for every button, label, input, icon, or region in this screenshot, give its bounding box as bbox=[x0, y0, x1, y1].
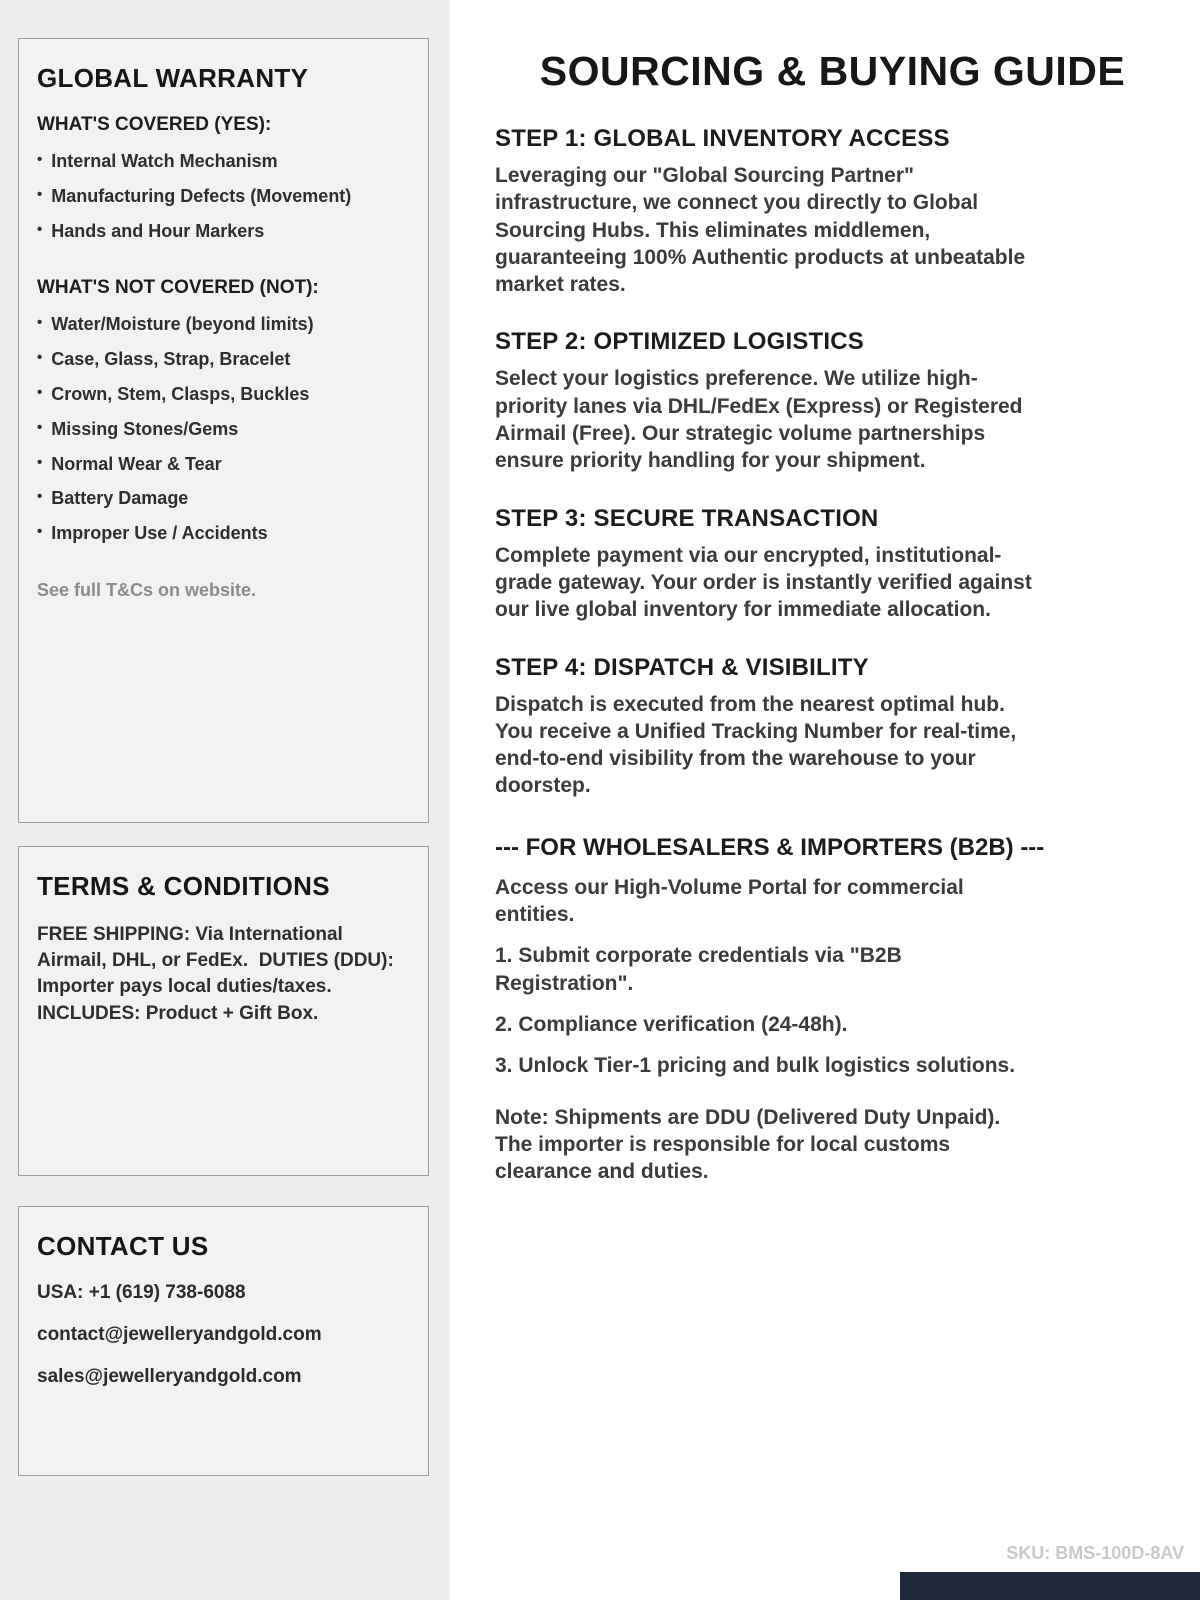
step-1-heading: STEP 1: GLOBAL INVENTORY ACCESS bbox=[495, 125, 950, 152]
warranty-title: GLOBAL WARRANTY bbox=[37, 63, 309, 93]
b2b-intro: Access our High-Volume Portal for commercial entities. bbox=[495, 875, 964, 927]
covered-item-label: Manufacturing Defects (Movement) bbox=[51, 185, 352, 206]
bullet-icon: • bbox=[37, 488, 43, 506]
list-item bbox=[37, 315, 408, 335]
bullet-icon: • bbox=[37, 349, 43, 367]
list-item bbox=[37, 187, 408, 207]
list-item bbox=[37, 152, 408, 172]
contact-email-sales: sales@jewelleryandgold.com bbox=[37, 1366, 302, 1387]
bullet-icon: • bbox=[37, 453, 43, 471]
terms-panel bbox=[18, 846, 429, 1176]
step-3-heading: STEP 3: SECURE TRANSACTION bbox=[495, 504, 879, 532]
bullet-icon: • bbox=[37, 314, 43, 332]
bullet-icon: • bbox=[37, 523, 43, 541]
contact-email-primary: contact@jewelleryandgold.com bbox=[37, 1324, 322, 1345]
footer-bar bbox=[900, 1572, 1200, 1600]
step-3-body: Complete payment via our encrypted, institutional-grade gateway. Your order is instantly verified against our live global inventory for immediate allocation. bbox=[495, 543, 1032, 622]
not-covered-subtitle: WHAT'S NOT COVERED (NOT): bbox=[37, 277, 319, 299]
terms-title: TERMS & CONDITIONS bbox=[37, 871, 330, 901]
list-item bbox=[37, 350, 408, 370]
contact-panel bbox=[18, 1206, 429, 1476]
b2b-heading: --- FOR WHOLESALERS & IMPORTERS (B2B) --- bbox=[495, 833, 1045, 861]
covered-list bbox=[37, 152, 408, 241]
list-item bbox=[37, 385, 408, 405]
global-warranty-panel bbox=[18, 38, 429, 823]
sourcing-guide-main bbox=[450, 0, 1200, 1600]
info-sidebar bbox=[0, 0, 450, 1600]
terms-body: FREE SHIPPING: Via International Airmail, DHL, or FedEx. DUTIES (DDU): Importer pays local duties/taxes. INCLUDES: Product + Gift Box. bbox=[37, 924, 400, 1024]
b2b-item-1: 1. Submit corporate credentials via "B2B Registration". bbox=[495, 944, 902, 995]
not-covered-item-label: Crown, Stem, Clasps, Buckles bbox=[51, 383, 310, 404]
bullet-icon: • bbox=[37, 185, 43, 203]
covered-item-label: Hands and Hour Markers bbox=[51, 220, 265, 241]
covered-item-label: Internal Watch Mechanism bbox=[51, 151, 278, 171]
covered-subtitle: WHAT'S COVERED (YES): bbox=[37, 114, 272, 135]
step-section bbox=[495, 505, 1170, 624]
not-covered-item-label: Case, Glass, Strap, Bracelet bbox=[51, 349, 291, 370]
step-section bbox=[495, 125, 1170, 298]
list-item bbox=[37, 222, 408, 242]
bullet-icon: • bbox=[37, 418, 43, 436]
warranty-footnote: See full T&Cs on website. bbox=[37, 579, 257, 600]
bullet-icon: • bbox=[37, 151, 43, 168]
list-item bbox=[37, 489, 408, 509]
b2b-item-3: 3. Unlock Tier-1 pricing and bulk logistics solutions. bbox=[495, 1054, 1016, 1078]
not-covered-item-label: Missing Stones/Gems bbox=[51, 418, 239, 439]
not-covered-item-label: Normal Wear & Tear bbox=[51, 453, 222, 474]
contact-phone: USA: +1 (619) 738-6088 bbox=[37, 1282, 246, 1303]
step-2-heading: STEP 2: OPTIMIZED LOGISTICS bbox=[495, 328, 864, 356]
sku-label: SKU: BMS-100D-8AV bbox=[1006, 1543, 1184, 1563]
list-item bbox=[37, 420, 408, 440]
list-item bbox=[37, 455, 408, 475]
b2b-note: Note: Shipments are DDU (Delivered Duty Unpaid). The importer is responsible for local customs clearance and duties. bbox=[495, 1105, 1001, 1184]
step-4-body: Dispatch is executed from the nearest optimal hub. You receive a Unified Tracking Number for real-time, end-to-end visibility from the warehouse to your doorstep. bbox=[495, 692, 1017, 798]
not-covered-item-label: Battery Damage bbox=[51, 488, 189, 509]
step-1-body: Leveraging our "Global Sourcing Partner" infrastructure, we connect you directly to Global Sourcing Hubs. This eliminates middlemen, guaranteeing 100% Authentic products at unbeatable market rates. bbox=[495, 164, 1026, 297]
b2b-section bbox=[495, 834, 1170, 1186]
not-covered-item-label: Improper Use / Accidents bbox=[51, 523, 268, 544]
b2b-item-2: 2. Compliance verification (24-48h). bbox=[495, 1012, 848, 1036]
step-4-heading: STEP 4: DISPATCH & VISIBILITY bbox=[495, 653, 869, 681]
step-section bbox=[495, 328, 1170, 474]
bullet-icon: • bbox=[37, 383, 43, 401]
bullet-icon: • bbox=[37, 220, 43, 238]
contact-title: CONTACT US bbox=[37, 1231, 209, 1261]
step-2-body: Select your logistics preference. We utilize high-priority lanes via DHL/FedEx (Express) or Registered Airmail (Free). Our strategic volume partnerships ensure priority handling for your shipment. bbox=[495, 367, 1023, 473]
list-item bbox=[37, 524, 408, 544]
not-covered-item-label: Water/Moisture (beyond limits) bbox=[51, 314, 314, 335]
step-section bbox=[495, 654, 1170, 800]
not-covered-list bbox=[37, 315, 408, 544]
page-title: SOURCING & BUYING GUIDE bbox=[539, 48, 1126, 94]
